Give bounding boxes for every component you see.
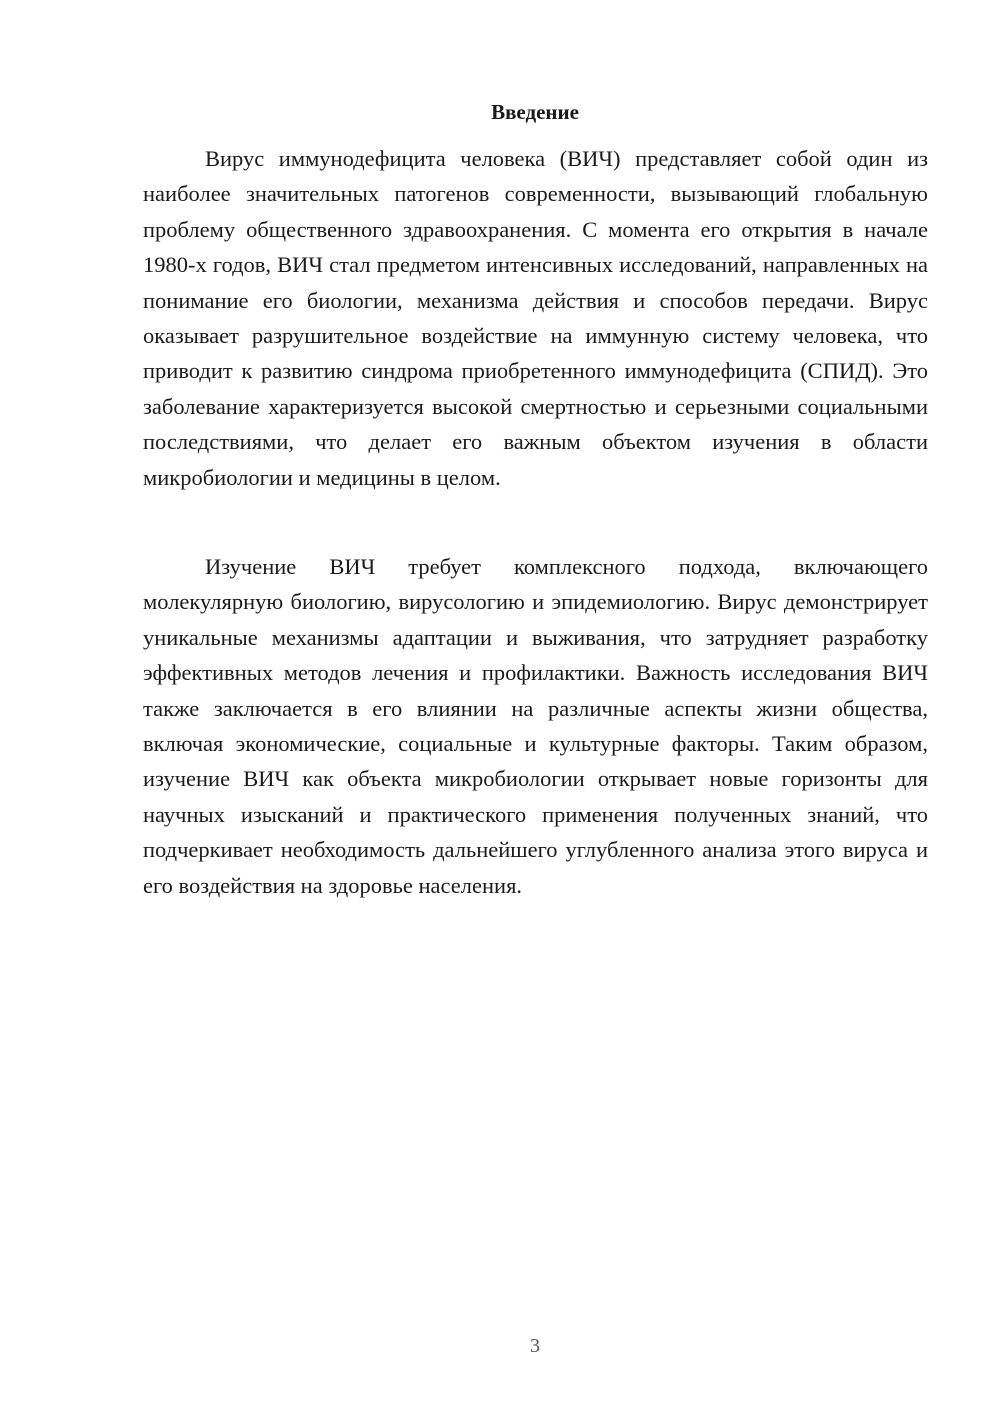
paragraph-1: Вирус иммунодефицита человека (ВИЧ) представляет собой один из наиболее значительных патогенов современности, вызывающий глобальную проблему общественного здравоохранения. С момента его открытия в начале 1980-х годов, ВИЧ стал предметом интенсивных исследований, направленных на понимание его биологии, механизма действия и способов передачи. Вирус оказывает разрушительное воздействие на иммунную систему человека, что приводит к развитию синдрома приобретенного иммунодефицита (СПИД). Это заболевание характеризуется высокой смертностью и серьезными социальными последствиями, что делает его важным объектом изучения в области микробиологии и медицины в целом. bbox=[143, 146, 928, 490]
paragraph-2: Изучение ВИЧ требует комплексного подхода, включающего молекулярную биологию, вирусологию и эпидемиологию. Вирус демонстрирует уникальные механизмы адаптации и выживания, что затрудняет разработку эффективных методов лечения и профилактики. Важность исследования ВИЧ также заключается в его влиянии на различные аспекты жизни общества, включая экономические, социальные и культурные факторы. Таким образом, изучение ВИЧ как объекта микробиологии открывает новые горизонты для научных изысканий и практического применения полученных знаний, что подчеркивает необходимость дальнейшего углубленного анализа этого вируса и его воздействия на здоровье населения. bbox=[143, 554, 928, 898]
section-title: Введение bbox=[491, 100, 579, 124]
page-number: 3 bbox=[530, 1335, 540, 1357]
